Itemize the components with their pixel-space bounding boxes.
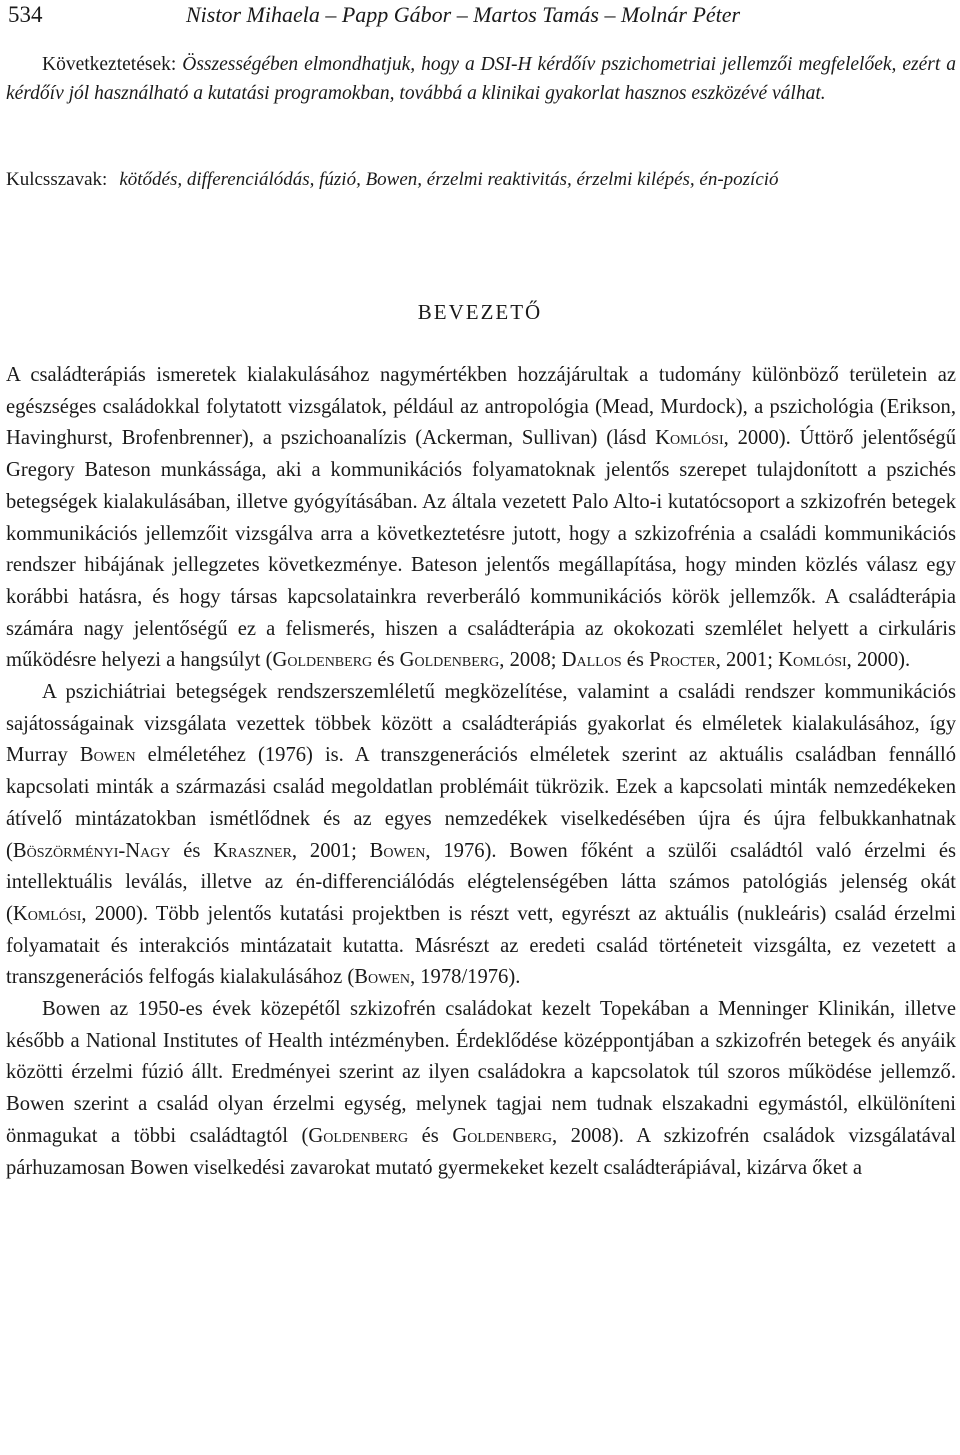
citation-author: Böszörményi-Nagy [12, 839, 171, 862]
citation-author: Kraszner [213, 839, 292, 862]
text-run: , 2001; [291, 839, 370, 862]
keywords-label: Kulcsszavak: [6, 169, 108, 190]
text-run: Bowen az 1950-es évek közepétől szkizofrén családokat kezelt Topekában a Menninger Klinikán, illetve később a National Institutes of Health intézményben. Érdeklődése középpontjában a szkizofrén betegek és anyáik közötti érzelmi fúzió állt. Eredményei szerint az ilyen családokra a kapcsolatok túl szoros működése jellemző. Bowen szerint a család olyan érzelmi egység, melynek tagjai nem tudnak elszakadni egymástól, elkülöníteni önmagukat a többi családtagtól ( [6, 998, 956, 1147]
text-run: , 1976). Bowen főként a szülői családtól való érzelmi és intellektuális leválás, illetve az én-differenciálódás elégtelenségében látta számos patológiás jelenség okát ( [6, 839, 956, 925]
running-header-authors: Nistor Mihaela – Papp Gábor – Martos Tamás – Molnár Péter [186, 2, 741, 27]
citation-author: Bowen [369, 839, 426, 862]
conclusion-text: Összességében elmondhatjuk, hogy a DSI-H kérdőív pszichometriai jellemzői megfelelőek, ezért a kérdőív jól használható a kutatási programokban, továbbá a klinikai gyakorlat hasznos eszközévé válhat. [6, 54, 957, 104]
text-run: és [372, 649, 400, 672]
body-paragraph-2 [6, 677, 956, 994]
body-text [6, 360, 956, 1184]
running-header [0, 0, 960, 30]
citation-author: Bowen [79, 744, 136, 767]
citation-author: Komlósi [12, 902, 82, 925]
text-run: A pszichiátriai betegségek rendszerszemléletű megközelítése, valamint a családi rendszer kommunikációs sajátosságainak vizsgálata vezettek többek között a családterápiás gyakorlat és elméletek kialakulásához, így Murray [6, 681, 956, 767]
section-heading: BEVEZETŐ [417, 300, 543, 324]
abstract-conclusion [6, 50, 956, 108]
text-run: , 2001; [715, 649, 779, 672]
citation-author: Goldenberg [399, 649, 500, 672]
citation-author: Komlósi [655, 427, 724, 450]
keywords-text: kötődés, differenciálódás, fúzió, Bowen, érzelmi reaktivitás, érzelmi kilépés, én-pozíció [119, 169, 779, 190]
text-run: , 2008; [499, 649, 562, 672]
text-run: és [170, 839, 214, 862]
citation-author: Komlósi [778, 649, 847, 672]
citation-author: Dallos [561, 649, 622, 672]
text-run: és [408, 1124, 453, 1147]
text-run: és [621, 649, 650, 672]
text-run: elméletéhez (1976) is. A transzgenerációs elméletek szerint az aktuális családban fennálló kapcsolati minták a származási család megoldatlan problémáit tükrözik. Ezek a kapcsolati minták nemzedékeken átívelő mintázatokban ismétlődnek és az egyes nemzedékek viselkedésében újra és újra felbukkanhatnak ( [6, 744, 956, 862]
text-run: , 2008). A szkizofrén családok vizsgálatával párhuzamosan Bowen viselkedési zavarokat mutató gyermekeket kezelt családterápiával, kizárva őket a [6, 1124, 956, 1179]
body-paragraph-3 [6, 994, 956, 1184]
keywords-line [6, 165, 956, 194]
citation-author: Goldenberg [272, 649, 373, 672]
page-number: 534 [8, 2, 43, 27]
citation-author: Goldenberg [452, 1124, 552, 1147]
text-run: , 2000). [846, 649, 911, 672]
citation-author: Goldenberg [308, 1124, 409, 1147]
text-run: A családterápiás ismeretek kialakulásához nagymértékben hozzájárultak a tudomány különböző területein az egészséges családokkal folytatott vizsgálatok, például az antropológia (Mead, Murdock), a pszichológia (Erikson, Havinghurst, Brofenbrenner), a pszichoanalízis (Ackerman, Sullivan) (lásd [6, 364, 956, 450]
body-paragraph-1 [6, 360, 956, 677]
text-run: , 2000). Úttörő jelentőségű Gregory Bateson munkássága, aki a kommunikációs folyamatoknak jelentős szerepet tulajdonított a pszichés betegségek kialakulásában, illetve gyógyításában. Az általa vezetett Palo Alto-i kutatócsoport a szkizofrén betegek kommunikációs jellemzőit vizsgálva arra a következtetésre jutott, hogy a szkizofrénia a családi kommunikációs rendszer hibájának jellegzetes következménye. Bateson jelentős megállapítása, hogy minden közlés válasz egy korábbi hatásra, és hogy társas kapcsolatainkra reverberáló kommunikációs körök jellemzők. A családterápia számára nagy jelentőségű ez a felismerés, hiszen a családterápia az okokozati szemlélet helyett a cirkuláris működésre helyezi a hangsúlyt ( [6, 427, 956, 672]
text-run: , 2000). Több jelentős kutatási projektben is részt vett, egyrészt az aktuális (nukleáris) család érzelmi folyamatait és interakciós mintázatait kutatta. Másrészt az eredeti család történeteit vizsgálta, ez vezetett a transzgenerációs felfogás kialakulásához ( [6, 902, 956, 989]
conclusion-label: Következtetések: [42, 54, 177, 75]
citation-author: Bowen [354, 966, 410, 989]
citation-author: Procter [649, 649, 716, 672]
text-run: , 1978/1976). [409, 966, 521, 989]
